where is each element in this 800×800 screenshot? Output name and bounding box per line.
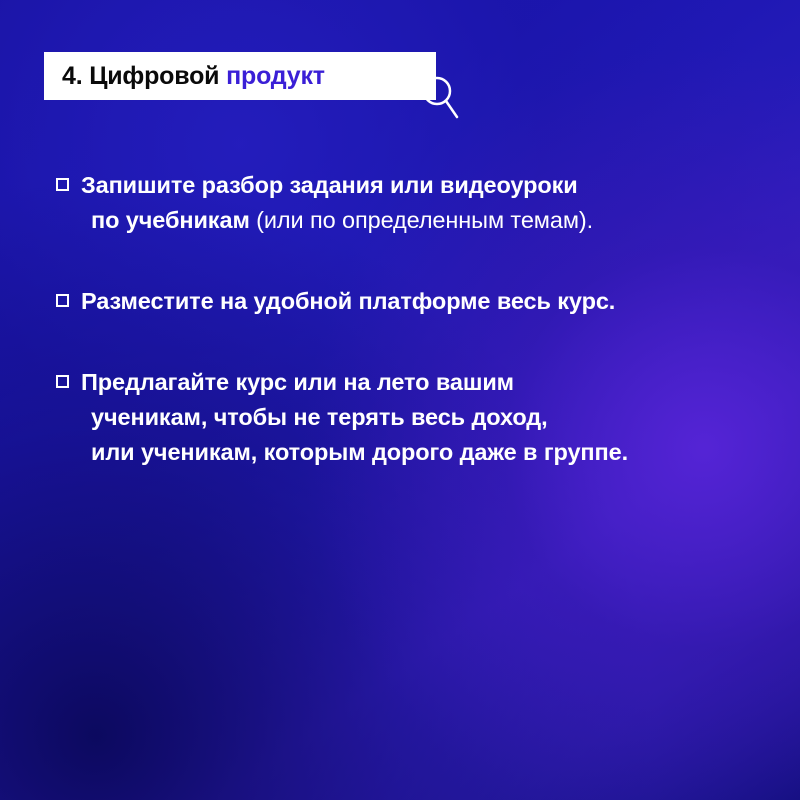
bullet-text: Предлагайте курс или на лето вашим — [81, 369, 514, 395]
list-item — [56, 365, 776, 470]
bullet-line — [56, 284, 776, 319]
checkbox-marker-icon — [56, 294, 69, 307]
title-number: 4. — [62, 61, 83, 90]
page-title — [62, 62, 325, 91]
bullet-text: или ученикам, которым дорого даже в группе. — [91, 439, 629, 465]
magnifier-icon — [418, 72, 462, 122]
bullet-line — [56, 435, 776, 470]
bullet-line — [56, 365, 776, 400]
bullet-text: ученикам, чтобы не терять весь доход, — [91, 404, 548, 430]
bullet-line — [56, 400, 776, 435]
checkbox-marker-icon — [56, 178, 69, 191]
title-word-accent: продукт — [226, 61, 325, 90]
title-word-dark: Цифровой — [89, 61, 220, 90]
list-item — [56, 168, 776, 238]
bullet-text: по учебникам — [91, 207, 257, 233]
bullet-line — [56, 203, 776, 238]
bullet-line — [56, 168, 776, 203]
checkbox-marker-icon — [56, 375, 69, 388]
bullet-text: Запишите разбор задания или видеоуроки — [81, 172, 578, 198]
bullet-text-light: (или по определенным темам). — [256, 207, 594, 233]
title-plate — [44, 52, 436, 100]
list-item — [56, 284, 776, 319]
bullet-text: Разместите на удобной платформе весь курс. — [81, 288, 616, 314]
bullet-list — [56, 168, 776, 470]
